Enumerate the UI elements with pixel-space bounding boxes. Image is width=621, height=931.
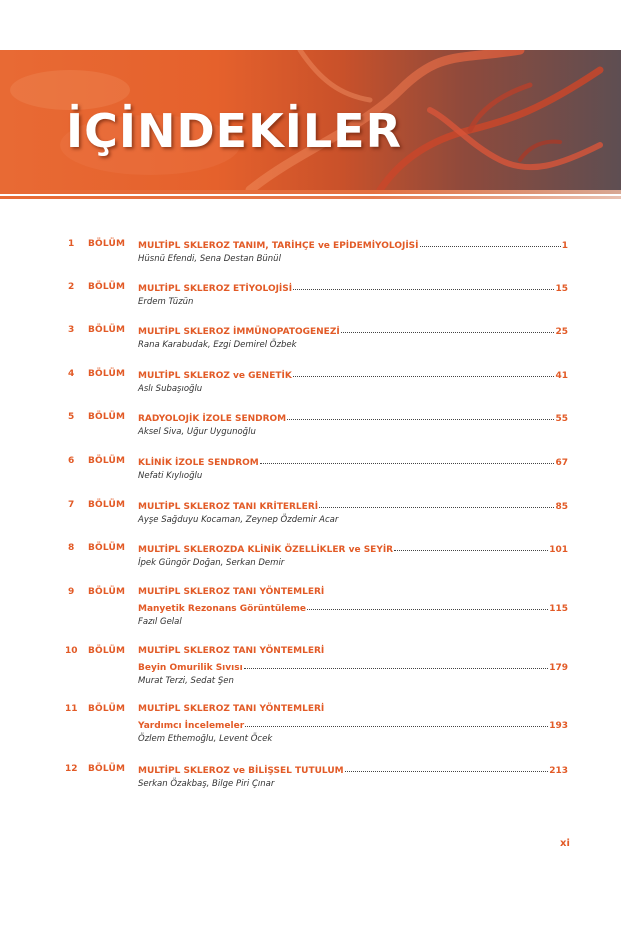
chapter-title-line bbox=[138, 369, 568, 381]
chapter-authors: Fazıl Gelal bbox=[138, 617, 182, 627]
chapter-number: 6 bbox=[68, 456, 75, 466]
chapter-number: 4 bbox=[68, 369, 75, 379]
chapter-subtitle: Manyetik Rezonans Görüntüleme bbox=[138, 604, 306, 614]
chapter-title: MULTİPL SKLEROZ ve BİLİŞSEL TUTULUM bbox=[138, 766, 344, 776]
chapter-title-line bbox=[138, 325, 568, 337]
header-divider-secondary bbox=[0, 196, 621, 199]
chapter-label: BÖLÜM bbox=[88, 764, 126, 774]
chapter-label: BÖLÜM bbox=[88, 587, 126, 597]
chapter-label: BÖLÜM bbox=[88, 282, 126, 292]
chapter-number: 10 bbox=[65, 646, 78, 656]
chapter-label: BÖLÜM bbox=[88, 500, 126, 510]
chapter-authors: Özlem Ethemoğlu, Levent Öcek bbox=[138, 734, 273, 744]
chapter-title: RADYOLOJİK İZOLE SENDROM bbox=[138, 414, 287, 424]
leader-dots bbox=[341, 324, 555, 333]
chapter-title: MULTİPL SKLEROZ ETİYOLOJİSİ bbox=[138, 284, 293, 294]
chapter-page: 55 bbox=[555, 414, 568, 424]
chapter-authors: Murat Terzi, Sedat Şen bbox=[138, 676, 234, 686]
chapter-title-line bbox=[138, 500, 568, 512]
chapter-title-line bbox=[138, 764, 568, 776]
chapter-title: MULTİPL SKLEROZ İMMÜNOPATOGENEZİ bbox=[138, 327, 340, 337]
chapter-number: 3 bbox=[68, 325, 75, 335]
chapter-title-line bbox=[138, 456, 568, 468]
chapter-title-line bbox=[138, 704, 568, 716]
chapter-page: 67 bbox=[555, 458, 568, 468]
chapter-authors: Rana Karabudak, Ezgi Demirel Özbek bbox=[138, 340, 297, 350]
leader-dots bbox=[244, 660, 549, 669]
leader-dots bbox=[287, 411, 554, 420]
chapter-page: 213 bbox=[549, 766, 568, 776]
chapter-page: 193 bbox=[549, 721, 568, 731]
chapter-page: 101 bbox=[549, 545, 568, 555]
chapter-page: 179 bbox=[549, 663, 568, 673]
leader-dots bbox=[293, 368, 555, 377]
chapter-number: 11 bbox=[65, 704, 78, 714]
chapter-label: BÖLÜM bbox=[88, 704, 126, 714]
leader-dots bbox=[260, 455, 555, 464]
chapter-title-line bbox=[138, 646, 568, 658]
chapter-title: MULTİPL SKLEROZDA KLİNİK ÖZELLİKLER ve SEYİR bbox=[138, 545, 394, 555]
chapter-title-line bbox=[138, 282, 568, 294]
leader-dots bbox=[319, 499, 554, 508]
chapter-title: MULTİPL SKLEROZ TANI YÖNTEMLERİ bbox=[138, 587, 325, 597]
chapter-title-line bbox=[138, 412, 568, 424]
chapter-label: BÖLÜM bbox=[88, 646, 126, 656]
chapter-label: BÖLÜM bbox=[88, 456, 126, 466]
chapter-number: 9 bbox=[68, 587, 75, 597]
chapter-label: BÖLÜM bbox=[88, 412, 126, 422]
chapter-title-line bbox=[138, 587, 568, 599]
page-number: xi bbox=[560, 838, 570, 849]
chapter-authors: Nefati Kıylıoğlu bbox=[138, 471, 203, 481]
chapter-subtitle: Beyin Omurilik Sıvısı bbox=[138, 663, 243, 673]
chapter-subtitle: Yardımcı İncelemeler bbox=[138, 721, 245, 731]
chapter-page: 41 bbox=[555, 371, 568, 381]
chapter-number: 5 bbox=[68, 412, 75, 422]
chapter-number: 8 bbox=[68, 543, 75, 553]
chapter-title: KLİNİK İZOLE SENDROM bbox=[138, 458, 259, 468]
chapter-authors: Erdem Tüzün bbox=[138, 297, 194, 307]
chapter-authors: İpek Güngör Doğan, Serkan Demir bbox=[138, 558, 285, 568]
chapter-authors: Ayşe Sağduyu Kocaman, Zeynep Özdemir Acar bbox=[138, 515, 339, 525]
chapter-title: MULTİPL SKLEROZ TANI YÖNTEMLERİ bbox=[138, 704, 325, 714]
chapter-authors: Aslı Subaşıoğlu bbox=[138, 384, 203, 394]
chapter-subtitle-line bbox=[138, 719, 568, 731]
chapter-authors: Hüsnü Efendi, Sena Destan Bünül bbox=[138, 254, 281, 264]
header-divider bbox=[0, 190, 621, 194]
chapter-title-line bbox=[138, 239, 568, 251]
chapter-label: BÖLÜM bbox=[88, 239, 126, 249]
chapter-authors: Serkan Özakbaş, Bilge Piri Çınar bbox=[138, 779, 275, 789]
chapter-authors: Aksel Siva, Uğur Uygunoğlu bbox=[138, 427, 256, 437]
chapter-number: 12 bbox=[65, 764, 78, 774]
chapter-title: MULTİPL SKLEROZ TANI KRİTERLERİ bbox=[138, 502, 319, 512]
chapter-subtitle-line bbox=[138, 602, 568, 614]
chapter-page: 15 bbox=[555, 284, 568, 294]
chapter-number: 7 bbox=[68, 500, 75, 510]
chapter-page: 115 bbox=[549, 604, 568, 614]
leader-dots bbox=[307, 601, 548, 610]
chapter-label: BÖLÜM bbox=[88, 369, 126, 379]
chapter-page: 25 bbox=[555, 327, 568, 337]
leader-dots bbox=[394, 542, 548, 551]
leader-dots bbox=[345, 763, 549, 772]
chapter-label: BÖLÜM bbox=[88, 325, 126, 335]
leader-dots bbox=[293, 281, 554, 290]
chapter-subtitle-line bbox=[138, 661, 568, 673]
chapter-page: 1 bbox=[561, 241, 568, 251]
header-banner bbox=[0, 50, 621, 190]
chapter-title: MULTİPL SKLEROZ TANI YÖNTEMLERİ bbox=[138, 646, 325, 656]
leader-dots bbox=[420, 238, 561, 247]
chapter-title: MULTİPL SKLEROZ TANIM, TARİHÇE ve EPİDEMİYOLOJİSİ bbox=[138, 241, 419, 251]
leader-dots bbox=[245, 718, 548, 727]
page-title: İÇİNDEKİLER bbox=[66, 104, 403, 158]
chapter-page: 85 bbox=[555, 502, 568, 512]
chapter-number: 1 bbox=[68, 239, 75, 249]
chapter-label: BÖLÜM bbox=[88, 543, 126, 553]
chapter-title-line bbox=[138, 543, 568, 555]
chapter-title: MULTİPL SKLEROZ ve GENETİK bbox=[138, 371, 292, 381]
chapter-number: 2 bbox=[68, 282, 75, 292]
